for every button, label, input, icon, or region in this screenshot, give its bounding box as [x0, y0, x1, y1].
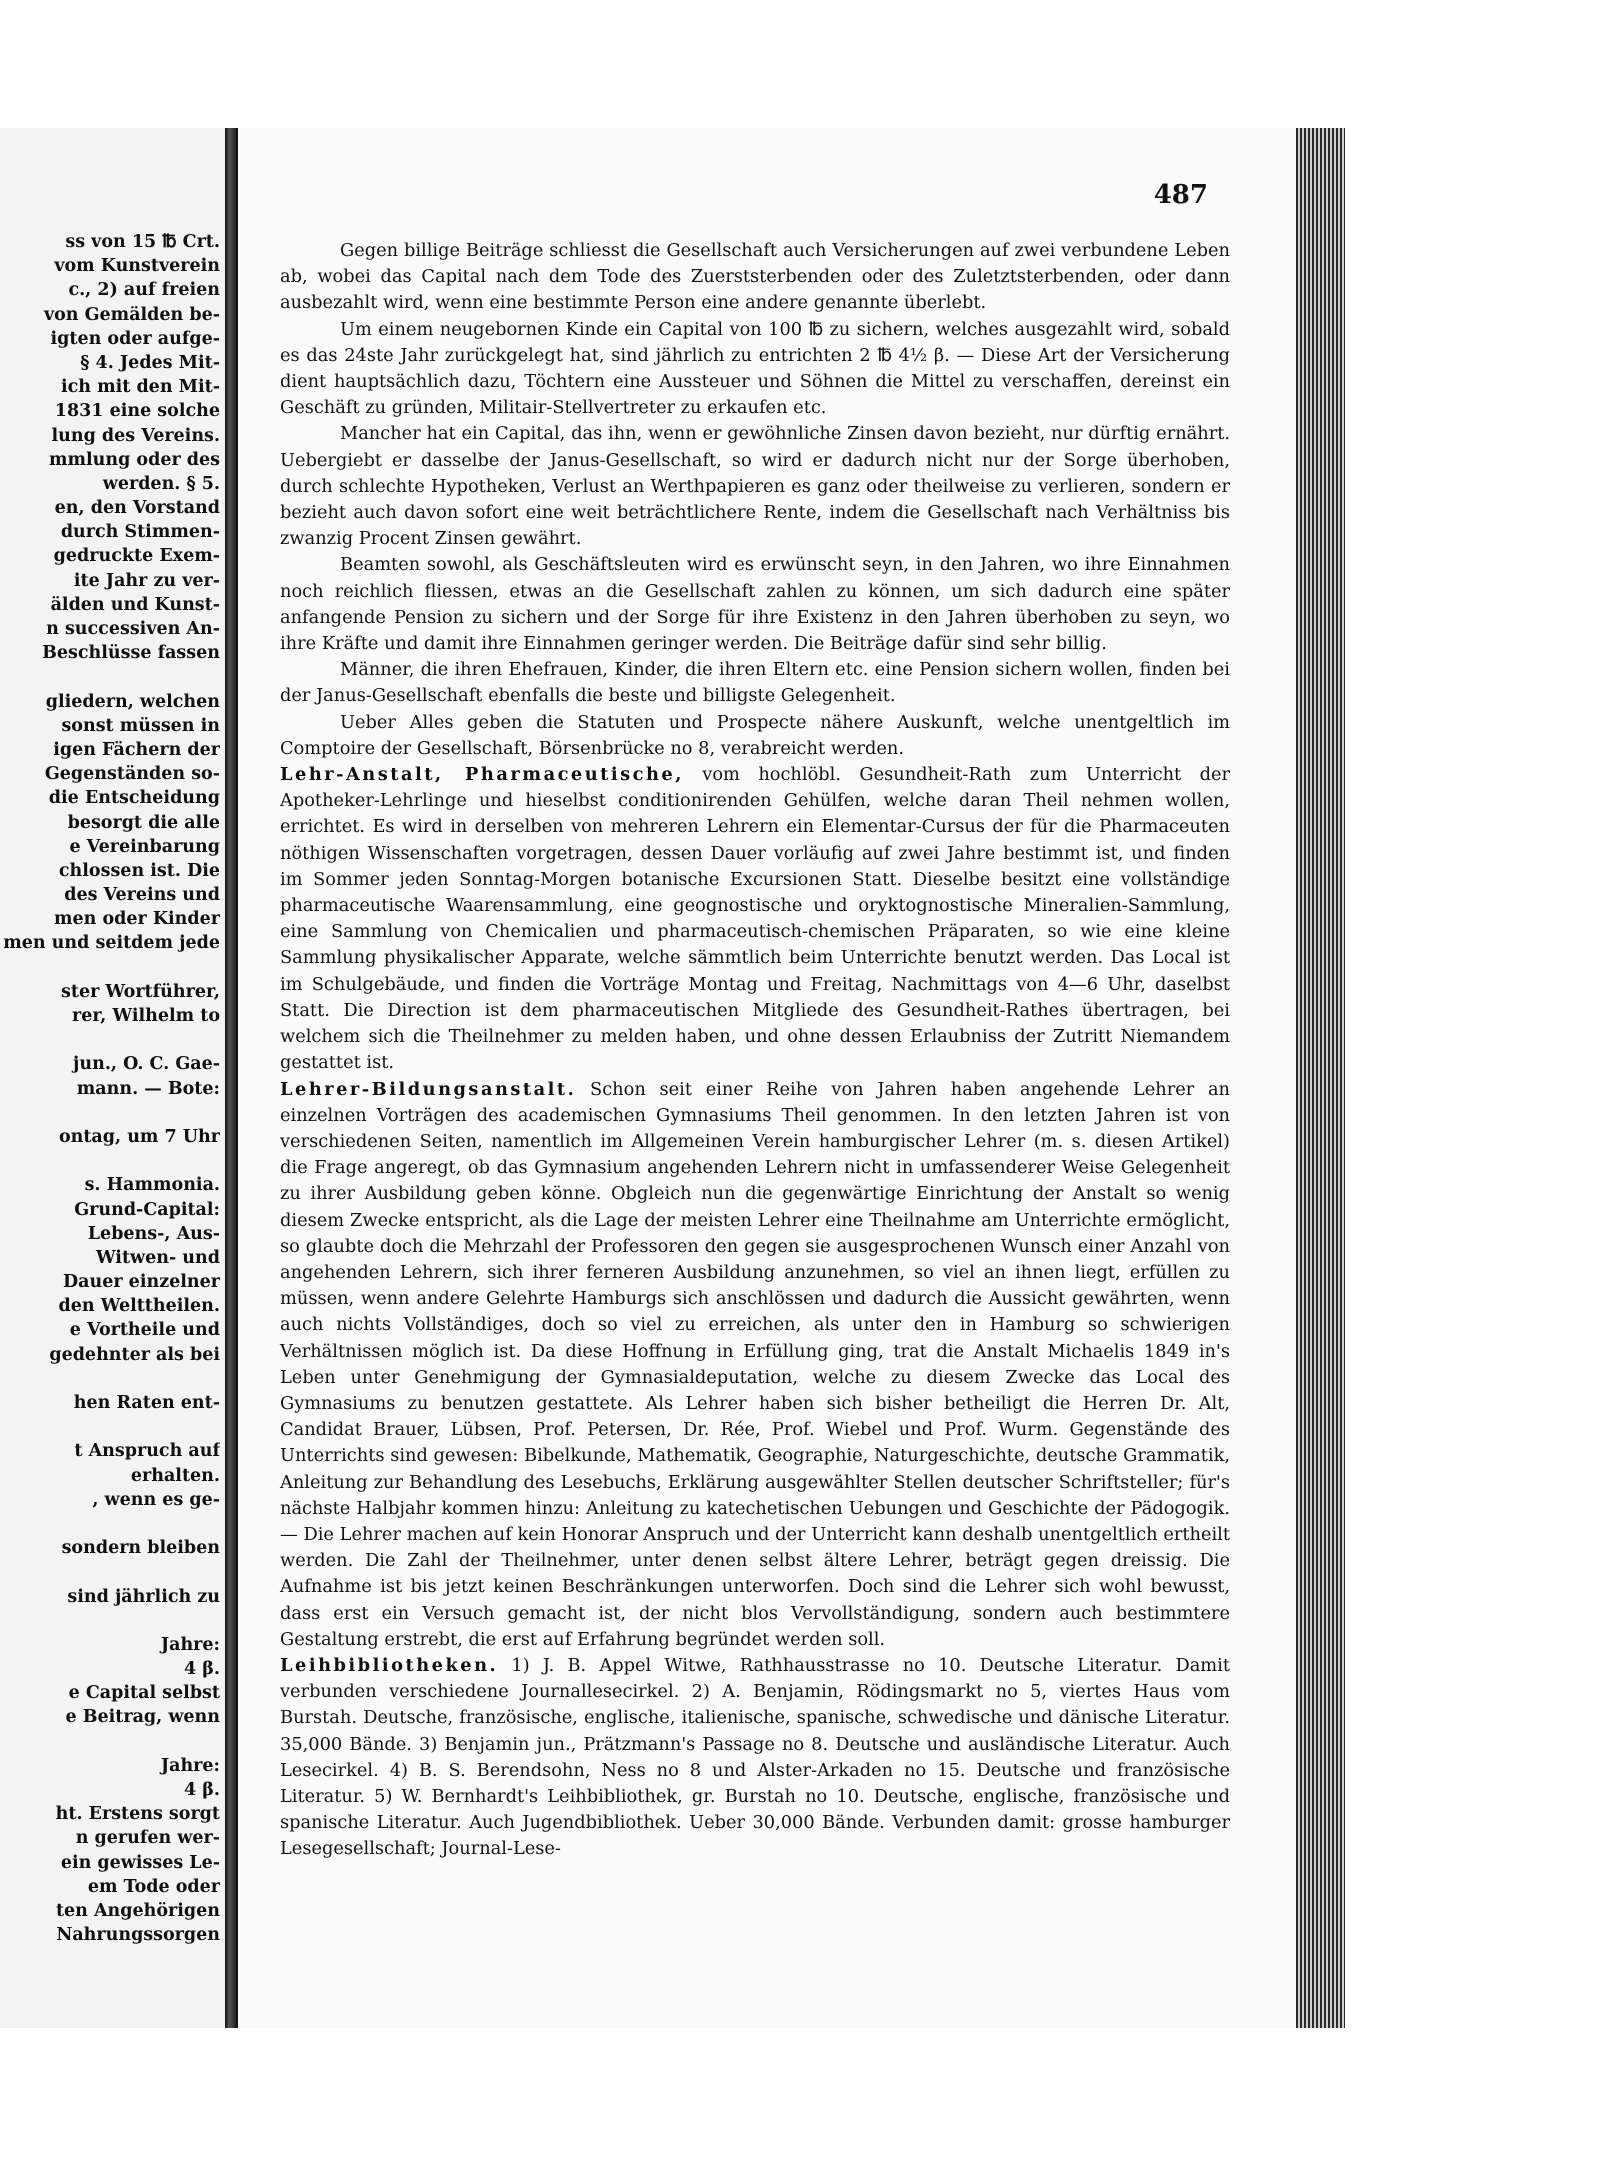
book-gutter	[225, 128, 236, 2028]
left-page-line: n gerufen wer-	[75, 1828, 220, 1849]
left-page-line: des Vereins und	[64, 885, 220, 906]
intro-paragraphs	[280, 238, 1230, 762]
left-page-line: men und seitdem jede	[3, 933, 220, 954]
left-page-line: ein gewisses Le-	[60, 1852, 220, 1873]
left-facing-page	[0, 128, 228, 2028]
left-page-line	[0, 1730, 220, 1754]
left-page-line: en, den Vorstand	[54, 498, 220, 519]
left-page-line: durch Stimmen-	[60, 522, 220, 543]
left-page-line: vom Kunstverein	[54, 256, 220, 277]
left-page-line: em Tode oder	[87, 1876, 220, 1897]
left-page-line: ten Angehörigen	[55, 1900, 220, 1921]
dictionary-entries	[280, 762, 1230, 1863]
left-page-line: 1831 eine solche	[54, 401, 220, 422]
left-page-line	[0, 665, 220, 689]
entry	[280, 762, 1230, 1076]
body-paragraph: Um einem neugebornen Kinde ein Capital von 100 ℔ zu sichern, welches ausgezahlt wird, sobald es das 24ste Jahr zurückgelegt hat, sind jährlich zu entrichten 2 ℔ 4½ β. — Diese Art der Versicherung dient hauptsächlich dazu, Töchtern eine Aussteuer und Söhnen die Mittel zu verschaffen, dereinst ein Geschäft zu gründen, Militair-Stellvertreter zu erkaufen etc.	[280, 318, 1230, 419]
left-page-line: e Beitrag, wenn	[65, 1707, 220, 1728]
body-paragraph: Mancher hat ein Capital, das ihn, wenn er gewöhnliche Zinsen davon bezieht, nur dürftig ernährt. Uebergiebt er dasselbe der Janus-Gesellschaft, so wird er dadurch nicht nur der Sorge überhoben, durch schlechte Hypotheken, Verlust an Werthpapieren es ganz oder theilweise zu verlieren, sondern er bezieht auch davon sofort eine weit beträchtlichere Rente, indem die Gesellschaft nach Verhältniss bis zwanzig Procent Zinsen gewährt.	[280, 423, 1230, 550]
entry-text: Schon seit einer Reihe von Jahren haben angehende Lehrer an einzelnen Vorträgen des academischen Gymnasiums Theil genommen. In den letzten Jahren ist von verschiedenen Seiten, namentlich im Allgemeinen Verein hamburgischer Lehrer (m. s. diesen Artikel) die Frage angeregt, ob das Gymnasium angehenden Lehrern nicht in umfassenderer Weise Gelegenheit zu ihrer Ausbildung geben könne. Obgleich nun die gegenwärtige Einrichtung der Anstalt so wenig diesem Zwecke entspricht, als die Lage der meisten Lehrer eine Theilnahme am Unterrichte ermöglicht, so glaubte doch die Mehrzahl der Professoren den gegen sie ausgesprochenen Wunsch einer Anzahl von angehenden Lehrern, sich ihrer ferneren Ausbildung anzunehmen, so viel an ihnen liegt, erfüllen zu müssen, wenn andere Gelehrte Hamburgs sich anschlössen und dadurch die Aussicht gewährten, wenn auch nichts Vollständiges, doch so viel zu erreichen, als unter den in Hamburg so schwierigen Verhältnissen möglich ist. Da diese Hoffnung in Erfüllung ging, trat die Anstalt Michaelis 1849 in's Leben unter Genehmigung der Gymnasialdeputation, welche zu diesem Zwecke das Local des Gymnasiums zu benutzen gestattete. Als Lehrer haben sich bisher betheiligt die Herren Dr. Alt, Candidat Brauer, Lübsen, Prof. Petersen, Dr. Rée, Prof. Wiebel und Prof. Wurm. Gegenstände des Unterrichts sind gewesen: Bibelkunde, Mathematik, Geographie, Naturgeschichte, deutsche Grammatik, Anleitung zur Behandlung des Lesebuchs, Erklärung ausgewählter Stellen deutscher Schriftsteller; für's nächste Halbjahr kommen hinzu: Anleitung zu katechetischen Uebungen und Geschichte der Pädogogik. — Die Lehrer machen auf kein Honorar Anspruch und der Unterricht kann deshalb unentgeltlich ertheilt werden. Die Zahl der Theilnehmer, unter denen selbst ältere Lehrer, beträgt gegen dreissig. Die Aufnahme ist bis jetzt keinen Beschränkungen unterworfen. Doch sind die Lehrer sich wohl bewusst, dass erst ein Versuch gemacht ist, der nicht blos Vervollständigung, sondern auch bestimmtere Gestaltung erstrebt, die erst auf Erfahrung begründet werden soll.	[280, 1078, 1230, 1650]
body-paragraph: Gegen billige Beiträge schliesst die Gesellschaft auch Versicherungen auf zwei verbundene Leben ab, wobei das Capital nach dem Tode des Zuerststerbenden oder des Zuletztsterbenden, oder dann ausbezahlt wird, wenn eine bestimmte Person eine andere genannte überlebt.	[280, 240, 1230, 314]
left-page-line: den Welttheilen.	[58, 1296, 220, 1317]
left-page-line: Dauer einzelner	[63, 1272, 220, 1293]
left-page-line: 4 β.	[184, 1659, 220, 1680]
left-page-line: e Vortheile und	[69, 1320, 220, 1341]
left-page-line: Nahrungssorgen	[56, 1925, 220, 1946]
left-page-line	[0, 1149, 220, 1173]
left-page-line: s. Hammonia.	[84, 1175, 220, 1196]
left-page-line: die Entscheidung	[48, 788, 220, 809]
left-page-line: gliedern, welchen	[45, 691, 220, 712]
right-main-page	[236, 128, 1298, 2028]
left-page-line: ontag, um 7 Uhr	[58, 1126, 220, 1147]
left-page-line	[0, 1028, 220, 1052]
left-page-line: jun., O. C. Gae-	[73, 1054, 220, 1075]
left-page-line: lung des Vereins.	[51, 425, 220, 446]
left-page-line: hen Raten ent-	[73, 1393, 220, 1413]
left-page-line: t Anspruch auf	[74, 1441, 220, 1462]
left-page-line: e Vereinbarung	[69, 836, 220, 857]
left-page-line: Jahre:	[160, 1634, 220, 1655]
left-page-line: rer, Wilhelm to	[72, 1006, 220, 1026]
body-paragraph: Männer, die ihren Ehefrauen, Kinder, die ihren Eltern etc. eine Pension sichern wollen, finden bei der Janus-Gesellschaft ebenfalls die beste und billigste Gelegenheit.	[280, 659, 1230, 707]
left-page-line: mmlung oder des	[48, 449, 220, 470]
left-page-line: c., 2) auf freien	[68, 280, 220, 301]
left-page-line: ite Jahr zu ver-	[73, 570, 220, 591]
entry-text: vom hochlöbl. Gesundheit-Rath zum Unterricht der Apotheker-Lehrlinge und hieselbst conditionirenden Gehülfen, welche daran Theil nehmen wollen, errichtet. Es wird in derselben von mehreren Lehrern ein Elementar-Cursus der für die Pharmaceuten nöthigen Wissenschaften vorgetragen, dessen Dauer vorläufig auf zwei Jahre bestimmt ist, und finden im Sommer jeden Sonntag-Morgen botanische Excursionen Statt. Dieselbe besitzt eine vollständige pharmaceutische Waarensammlung, eine geognostische und oryktognostische Mineralien-Sammlung, eine Sammlung von Chemicalien und pharmaceutisch-chemischen Präparaten, so wie eine kleine Sammlung physikalischer Apparate, welche sämmtlich beim Unterrichte benutzt werden. Das Local ist im Schulgebäude, und finden die Vorträge Montag und Freitag, Nachmittags von 4—6 Uhr, daselbst Statt. Die Direction ist dem pharmaceutischen Mitgliede des Gesundheit-Rathes übertragen, bei welchem sich die Theilnehmer zu melden haben, und ohne dessen Erlaubniss der Zutritt Niemandem gestattet ist.	[280, 764, 1230, 1074]
left-page-line: älden und Kunst-	[50, 594, 220, 615]
left-page-line: § 4. Jedes Mit-	[80, 352, 220, 373]
left-page-line: Witwen- und	[95, 1247, 220, 1268]
left-page-line	[0, 1609, 220, 1633]
left-page-line: chlossen ist. Die	[58, 860, 220, 881]
left-page-line	[0, 1415, 220, 1439]
left-page-line: sonst müssen in	[61, 715, 220, 736]
page-number: 487	[1153, 180, 1208, 210]
left-page-line: igen Fächern der	[53, 739, 220, 760]
page-edges	[1296, 128, 1345, 2028]
entry-text: 1) J. B. Appel Witwe, Rathhausstrasse no 10. Deutsche Literatur. Damit verbunden verschiedene Journallesecirkel. 2) A. Benjamin, Rödingsmarkt no 5, viertes Haus vom Burstah. Deutsche, französische, englische, italienische, spanische, schwedische und dänische Literatur. 35,000 Bände. 3) Benjamin jun., Prätzmann's Passage no 8. Deutsche und ausländische Literatur. Auch Lesecirkel. 4) B. S. Berendsohn, Ness no 8 und Alster-Arkaden no 15. Deutsche und französische Literatur. 5) W. Bernhardt's Leihbibliothek, gr. Burstah no 10. Deutsche, englische, französische und spanische Literatur. Auch Jugendbibliothek. Ueber 30,000 Bände. Verbunden damit: grosse hamburger Lesegesellschaft; Journal-Lese-	[280, 1654, 1230, 1860]
left-page-line: besorgt die alle	[67, 812, 220, 833]
left-page-line: ht. Erstens sorgt	[55, 1804, 220, 1825]
entry-heading: Lehrer-Bildungsanstalt.	[280, 1078, 577, 1100]
left-page-line: gedruckte Exem-	[53, 546, 220, 567]
left-page-line: ich mit den Mit-	[60, 377, 220, 398]
left-page-line: , wenn es ge-	[92, 1489, 220, 1510]
left-page-line: 4 β.	[184, 1780, 220, 1800]
left-page-line: sind jährlich zu	[67, 1586, 220, 1607]
left-page-line	[0, 1367, 220, 1391]
left-page-line: e Capital selbst	[68, 1683, 220, 1704]
entry	[280, 1077, 1230, 1653]
left-page-line	[0, 1512, 220, 1536]
left-page-line: Jahre:	[160, 1755, 220, 1776]
left-page-line: igten oder aufge-	[50, 328, 220, 349]
left-page-line	[0, 1101, 220, 1125]
left-page-line: von Gemälden be-	[43, 304, 220, 325]
left-page-line: erhalten.	[130, 1465, 220, 1486]
entry-heading: Lehr-Anstalt, Pharmaceutische,	[280, 764, 684, 786]
page-content	[280, 238, 1230, 1863]
left-page-line: men oder Kinder	[54, 909, 220, 930]
left-page-line: ss von 15 ℔ Crt.	[65, 232, 220, 252]
left-page-line: Grund-Capital:	[74, 1199, 220, 1220]
body-paragraph: Beamten sowohl, als Geschäftsleuten wird es erwünscht seyn, in den Jahren, wo ihre Einnahmen noch reichlich fliessen, etwas an die Gesellschaft zahlen zu können, um sich dadurch eine später anfangende Pension zu sichern und der Sorge für ihre Existenz in den Jahren überhoben zu seyn, wo ihre Kräfte und damit ihre Einnahmen geringer werden. Die Beiträge dafür sind sehr billig.	[280, 554, 1230, 655]
entry-heading: Leihbibliotheken.	[280, 1654, 499, 1676]
left-page-line: werden. § 5.	[102, 473, 220, 494]
body-paragraph: Ueber Alles geben die Statuten und Prospecte nähere Auskunft, welche unentgeltlich im Comptoire der Gesellschaft, Börsenbrücke no 8, verabreicht werden.	[280, 711, 1230, 759]
left-page-line: sondern bleiben	[61, 1538, 220, 1559]
left-page-line: n successiven An-	[46, 619, 220, 639]
left-page-line: Lebens-, Aus-	[87, 1223, 220, 1244]
left-page-line: Gegenständen so-	[44, 764, 220, 785]
book-spread	[0, 128, 1345, 2028]
left-page-text	[0, 230, 220, 1947]
left-page-line: ster Wortführer,	[61, 981, 220, 1002]
left-page-line: mann. — Bote:	[76, 1078, 220, 1099]
left-page-line: Beschlüsse fassen	[42, 643, 220, 664]
left-page-line: gedehnter als bei	[49, 1344, 220, 1365]
entry	[280, 1653, 1230, 1863]
left-page-line	[0, 1560, 220, 1584]
left-page-line	[0, 956, 220, 980]
